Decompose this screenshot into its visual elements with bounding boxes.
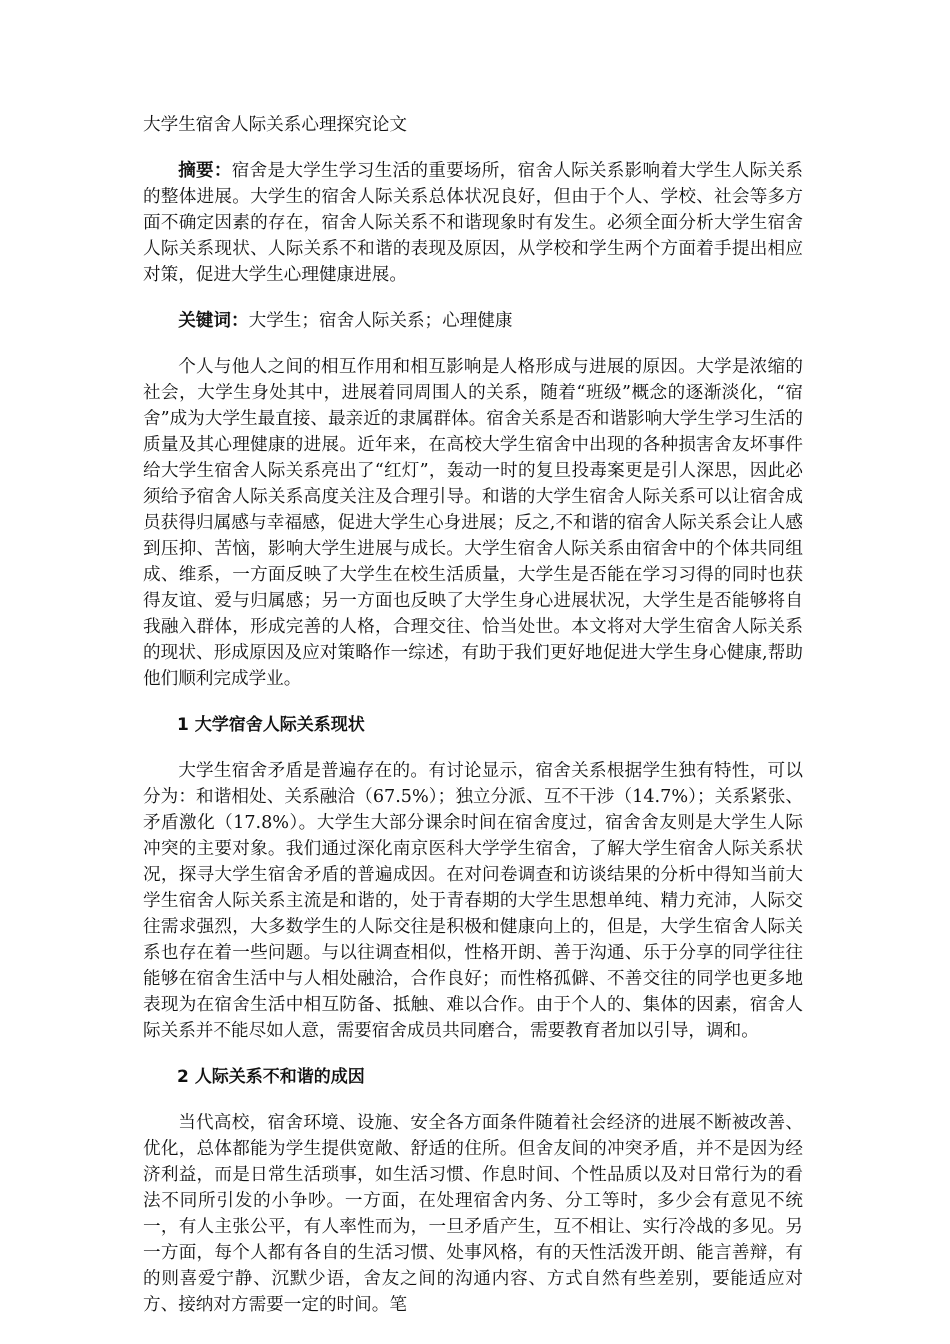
section2-paragraph: 当代高校，宿舍环境、设施、安全各方面条件随着社会经济的进展不断被改善、优化，总体都能为学生提供宽敞、舒适的住所。但舍友间的冲突矛盾，并不是因为经济利益，而是日常生活琐事，如生活习惯、作息时间、个性品质以及对日常行为的看法不同所引发的小争吵。一方面，在处理宿舍内务、分工等时，多少会有意见不统一，有人主张公平，有人率性而为，一旦矛盾产生，互不相让、实行冷战的多见。另一方面，每个人都有各自的生活习惯、处事风格，有的天性活泼开朗、能言善辩，有的则喜爱宁静、沉默少语，舍友之间的沟通内容、方式自然有些差别，要能适应对方、接纳对方需要一定的时间。笔 (143, 1113, 803, 1315)
keywords-label: 关键词 (178, 311, 231, 331)
keywords-colon: ： (230, 311, 249, 331)
section2-heading: 2 人际关系不和谐的成因 (177, 1067, 365, 1087)
section1-paragraph: 大学生宿舍矛盾是普遍存在的。有讨论显示，宿舍关系根据学生独有特性，可以分为：和谐相处、关系融洽（67.5%）；独立分派、互不干涉（14.7%）；关系紧张、矛盾激化（17.8%）。大学生大部分课余时间在宿舍度过，宿舍舍友则是大学生人际冲突的主要对象。我们通过深化南京医科大学学生宿舍，了解大学生宿舍人际关系状况，探寻大学生宿舍矛盾的普遍成因。在对问卷调查和访谈结果的分析中得知当前大学生宿舍人际关系主流是和谐的，处于青春期的大学生思想单纯、精力充沛，人际交往需求强烈，大多数学生的人际交往是积极和健康向上的，但是，大学生宿舍人际关系也存在着一些问题。与以往调查相似，性格开朗、善于沟通、乐于分享的同学往往能够在宿舍生活中与人相处融洽，合作良好；而性格孤僻、不善交往的同学也更多地表现为在宿舍生活中相互防备、抵触、难以合作。由于个人的、集体的因素，宿舍人际关系并不能尽如人意，需要宿舍成员共同磨合，需要教育者加以引导，调和。 (143, 761, 803, 1041)
abstract-paragraph (143, 158, 803, 288)
keywords-text: 大学生；宿舍人际关系；心理健康 (248, 311, 513, 331)
document-title: 大学生宿舍人际关系心理探究论文 (143, 115, 407, 135)
intro-paragraph: 个人与他人之间的相互作用和相互影响是人格形成与进展的原因。大学是浓缩的社会，大学生身处其中，进展着同周围人的关系，随着“班级”概念的逐渐淡化，“宿舍”成为大学生最直接、最亲近的隶属群体。宿舍关系是否和谐影响大学生学习生活的质量及其心理健康的进展。近年来，在高校大学生宿舍中出现的各种损害舍友坏事件给大学生宿舍人际关系亮出了“红灯”，轰动一时的复旦投毒案更是引人深思，因此必须给予宿舍人际关系高度关注及合理引导。和谐的大学生宿舍人际关系可以让宿舍成员获得归属感与幸福感，促进大学生心身进展；反之,不和谐的宿舍人际关系会让人感到压抑、苦恼，影响大学生进展与成长。大学生宿舍人际关系由宿舍中的个体共同组成、维系，一方面反映了大学生在校生活质量，大学生是否能在学习习得的同时也获得友谊、爱与归属感；另一方面也反映了大学生身心进展状况，大学生是否能够将自我融入群体，形成完善的人格，合理交往、恰当处世。本文将对大学生宿舍人际关系的现状、形成原因及应对策略作一综述，有助于我们更好地促进大学生身心健康,帮助他们顺利完成学业。 (143, 357, 803, 689)
abstract-colon: ： (213, 161, 232, 181)
abstract-label: 摘要 (178, 161, 214, 181)
section1-heading: 1 大学宿舍人际关系现状 (177, 715, 365, 735)
keywords-paragraph (143, 308, 803, 334)
document-page (143, 112, 803, 1338)
abstract-text: 宿舍是大学生学习生活的重要场所，宿舍人际关系影响着大学生人际关系的整体进展。大学生的宿舍人际关系总体状况良好，但由于个人、学校、社会等多方面不确定因素的存在，宿舍人际关系不和谐现象时有发生。必须全面分析大学生宿舍人际关系现状、人际关系不和谐的表现及原因，从学校和学生两个方面着手提出相应对策，促进大学生心理健康进展。 (143, 161, 803, 285)
